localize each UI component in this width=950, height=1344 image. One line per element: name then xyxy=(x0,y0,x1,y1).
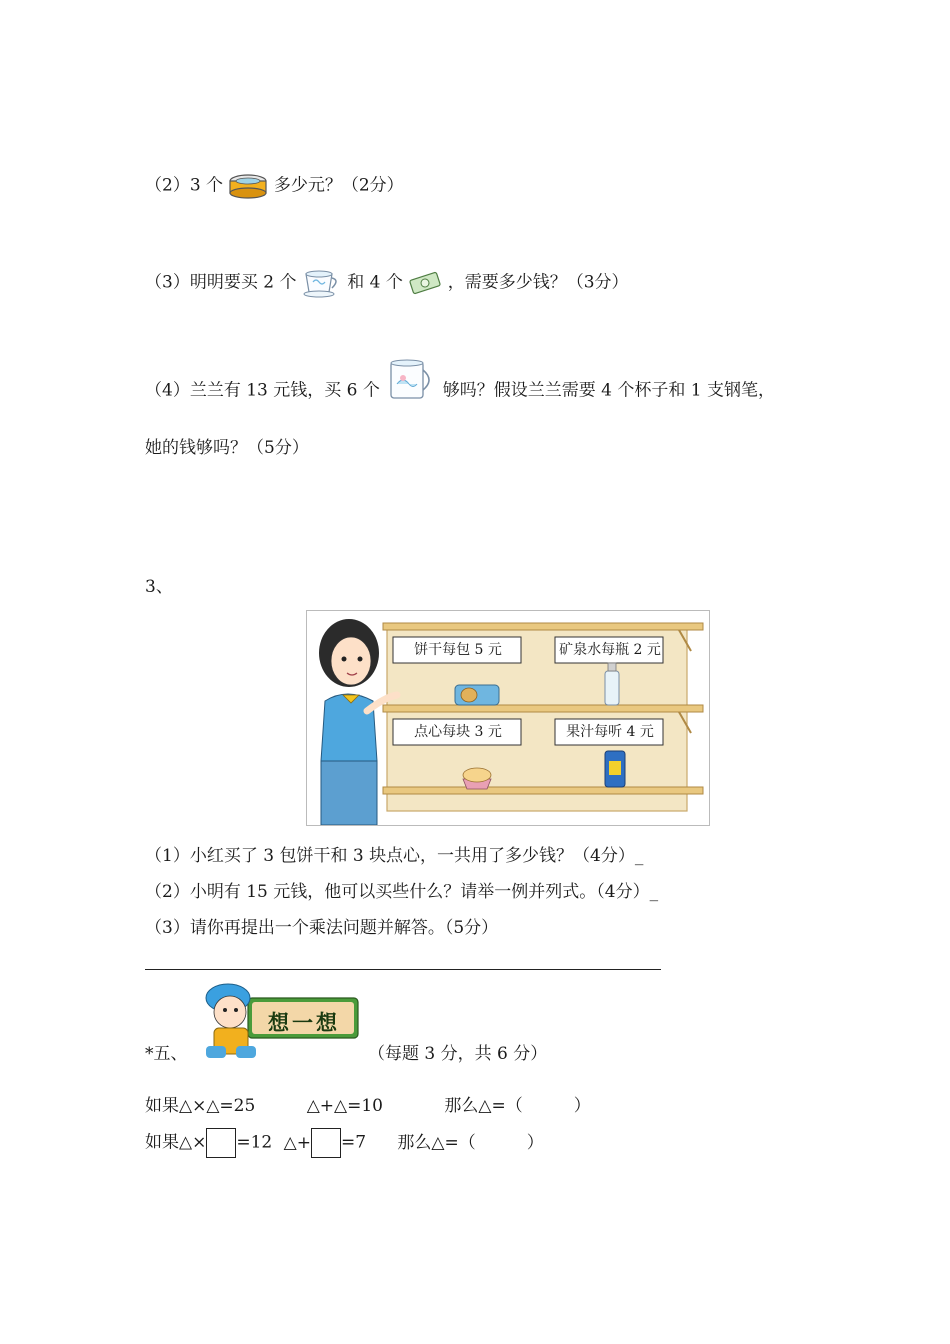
puzzle-2-condition-b: △+ xyxy=(283,1132,311,1153)
section-3-number: 3、 xyxy=(145,577,173,597)
sign-snack: 点心每块 3 元 xyxy=(414,724,502,740)
puzzle-1-condition-a: 如果△×△=25 xyxy=(145,1096,256,1116)
sign-juice: 果汁每听 4 元 xyxy=(566,724,654,740)
think-badge-illustration xyxy=(192,980,360,1062)
section-3-question-3: （3）请你再提出一个乘法问题并解答。（5分） xyxy=(145,918,499,938)
answer-box-2[interactable] xyxy=(311,1128,341,1158)
section-5-score: （每题 3 分，共 6 分） xyxy=(368,1044,548,1064)
question-2-prefix: （2）3 个 xyxy=(145,175,224,196)
puzzle-2-equals-b: =7 xyxy=(340,1132,367,1153)
mug-icon xyxy=(385,358,437,404)
question-2 xyxy=(145,172,404,200)
question-2-suffix: 多少元？（2分） xyxy=(273,175,404,196)
puzzle-1-condition-b: △+△=10 xyxy=(306,1096,383,1116)
answer-line xyxy=(145,969,661,970)
section-3-question-2: （2）小明有 15 元钱，他可以买些什么？请举一例并列式。（4分）_ xyxy=(145,882,659,902)
sign-biscuits: 饼干每包 5 元 xyxy=(414,642,502,658)
pencil-case-icon xyxy=(228,172,268,200)
puzzle-1-answer: 那么△=（ ） xyxy=(444,1096,591,1116)
question-3 xyxy=(145,268,629,298)
question-3-prefix: （3）明明要买 2 个 xyxy=(145,272,297,293)
think-badge-label: 想一想 xyxy=(268,1010,340,1035)
cup-icon xyxy=(302,268,342,298)
money-icon xyxy=(408,271,442,295)
section-3-question-1: （1）小红买了 3 包饼干和 3 块点心，一共用了多少钱？（4分）_ xyxy=(145,846,644,866)
puzzle-2-answer: 那么△=（ ） xyxy=(397,1132,544,1153)
question-3-middle: 和 4 个 xyxy=(347,272,403,293)
answer-box-1[interactable] xyxy=(206,1128,236,1158)
sign-water: 矿泉水每瓶 2 元 xyxy=(559,642,661,658)
puzzle-row-1 xyxy=(145,1094,591,1118)
question-4 xyxy=(145,378,775,404)
section-5-heading: *五、 xyxy=(145,1044,188,1064)
puzzle-row-2 xyxy=(145,1128,544,1158)
question-4-suffix: 够吗？假设兰兰需要 4 个杯子和 1 支钢笔， xyxy=(442,380,775,401)
shop-shelf-illustration xyxy=(306,610,710,826)
puzzle-2-equals-a: =12 xyxy=(236,1132,273,1153)
puzzle-2-condition-a: 如果△× xyxy=(145,1132,207,1153)
question-4-line-2: 她的钱够吗？（5分） xyxy=(145,438,309,458)
question-4-prefix: （4）兰兰有 13 元钱，买 6 个 xyxy=(145,380,380,401)
question-3-suffix: ，需要多少钱？（3分） xyxy=(447,272,629,293)
